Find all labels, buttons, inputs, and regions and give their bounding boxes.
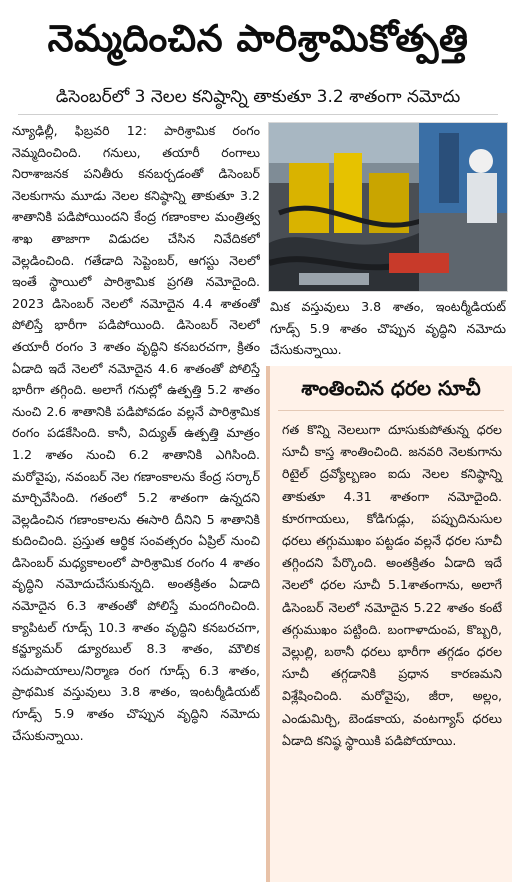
article-column-right-continuation — [270, 296, 506, 362]
subheadline: డిసెంబర్‌లో 3 నెలల కనిష్ఠాన్ని తాకుతూ 3.2 శాతంగా నమోదు — [18, 80, 498, 115]
factory-photo — [268, 122, 508, 292]
sidebar-body-container — [270, 411, 512, 752]
factory-photo-illustration — [269, 123, 507, 291]
article-body-continuation: మిక వస్తువులు 3.8 శాతం, ఇంటర్మీడియట్‌ గూడ్స్‌ 5.9 శాతం చొప్పున వృద్ధిని నమోదు చేసుకున్నాయి. — [270, 299, 506, 358]
sidebar-body: గత కొన్ని నెలలుగా దూసుకుపోతున్న ధరల సూచీ కాస్త శాంతించింది. జనవరి నెలకుగాను రిటైల్‌ ద్రవ్యోల్బణం ఐదు నెలల కనిష్ఠాన్ని తాకుతూ 4.31 శాతంగా నమోదైంది. కూరగాయలు, కోడిగుడ్లు, పప్పుదినుసుల ధరలు తగ్గుముఖం పట్టడం వల్లనే ధరల సూచీ తగ్గిందని పేర్కొంది. అంతక్రితం ఏడాది ఇదే నెలలో ధరల సూచీ 5.1శాతంగాను, అలాగే డిసెంబర్‌ నెలలో నమోదైన 5.22 శాతం కంటే తగ్గుముఖం పట్టింది. బంగాళాదుంప, కొబ్బరి, వెల్లుల్లి, బఠానీ ధరలు భారీగా తగ్గడం ధరల సూచీ తగ్గడానికి ప్రధాన కారణమని విశ్లేషించింది. మరోవైపు, జీరా, అల్లం, ఎండుమిర్చి, బెండకాయ, వంటగ్యాస్‌ ధరలు ఏడాది కనిష్ఠ స్థాయికి పడిపోయాయి. — [282, 422, 502, 748]
headline: నెమ్మదించిన పారిశ్రామికోత్పత్తి — [47, 17, 469, 60]
inflation-sidebar-box — [266, 366, 512, 882]
article-body: న్యూఢిల్లీ, ఫిబ్రవరి 12: పారిశ్రామిక రంగం నెమ్మదించింది. గనులు, తయారీ రంగాలు నిరాశాజనక పనితీరు కనబర్చడంతో డిసెంబర్‌ నెలకుగాను మూడు నెలల కనిష్ఠాన్ని తాకుతూ 3.2 శాతానికి పడిపోయిందని కేంద్ర గణాంకాల మంత్రిత్వ శాఖ తాజాగా విడుదల చేసిన నివేదికలో వెల్లడించింది. గతేడాది సెప్టెంబర్‌, ఆగస్టు నెలలో ఇంతే స్థాయిలో పారిశ్రామిక ప్రగతి నమోదైంది. 2023 డిసెంబర్‌ నెలలో నమోదైన 4.4 శాతంతో పోలిస్తే భారీగా పడిపోయింది. డిసెంబర్‌ నెలలో తయారీ రంగం 3 శాతం వృద్ధిని కనబరచగా, క్రితం ఏడాది ఇదే నెలలో నమోదైన 4.6 శాతంతో పోలిస్తే భారీగా తగ్గింది. అలాగే గనుల్లో ఉత్పత్తి 5.2 శాతం నుంచి 2.6 శాతానికి పడిపోవడం వల్లనే పారిశ్రామిక రంగం పడకేసింది. కానీ, విద్యుత్‌ ఉత్పత్తి మాత్రం 1.2 శాతం నుంచి 6.2 శాతానికి ఎగిసింది. మరోవైపు, నవంబర్‌ నెల గణాంకాలను కేంద్ర సర్కార్‌ మార్చివేసింది. గతంలో 5.2 శాతంగా ఉన్నదని వెల్లడించిన గణాంకాలను ఈసారి దీనిని 5 శాతానికి కుదించింది. ప్రస్తుత ఆర్థిక సంవత్సరం ఏప్రిల్‌ నుంచి డిసెంబర్‌ మధ్యకాలంలో పారిశ్రామిక రంగం 4 శాతం వృద్ధిని నమోదుచేసుకున్నది. అంతక్రితం ఏడాది నమోదైన 6.3 శాతంతో పోలిస్తే మందగించింది. క్యాపిటల్‌ గూడ్స్‌ 10.3 శాతం వృద్ధిని కనబరచగా, కన్జ్యూమర్‌ డ్యూరబుల్‌ 8.3 శాతం, మౌలిక సదుపాయాలు/నిర్మాణ రంగ గూడ్స్‌ 6.3 శాతం, ప్రాథమిక వస్తువులు 3.8 శాతం, ఇంటర్మీడియట్‌ గూడ్స్‌ 5.9 శాతం చొప్పున వృద్ధిని నమోదు చేసుకున్నాయి. — [12, 123, 260, 743]
article-column-left — [12, 120, 260, 880]
sidebar-title: శాంతించిన ధరల సూచీ — [278, 366, 504, 411]
